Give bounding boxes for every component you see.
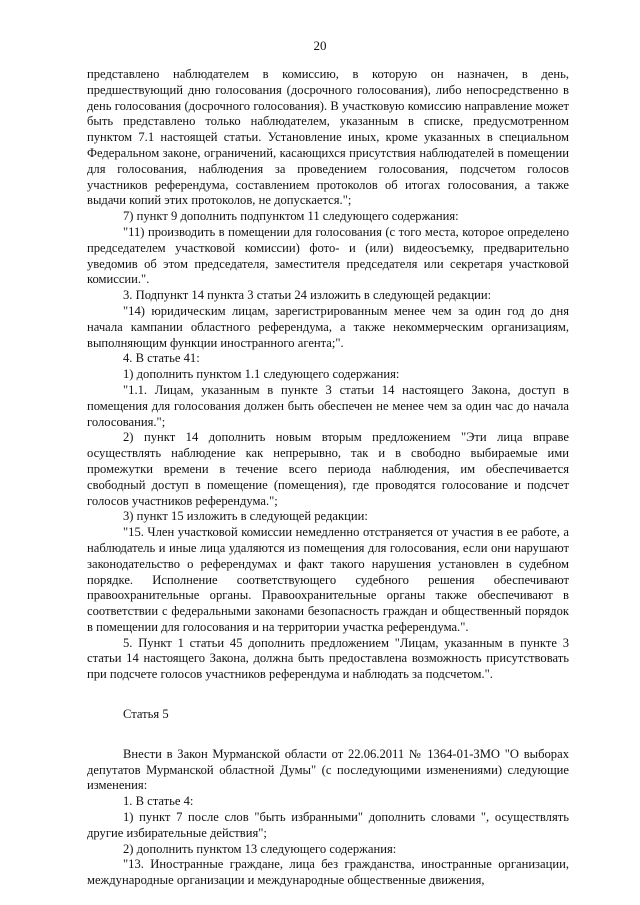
paragraph: "14) юридическим лицам, зарегистрированным менее чем за один год до дня начала кампании областного референдума, а также некоммерческим организациям, выполняющим функции иностранного агента;".: [87, 303, 569, 350]
paragraph: 5. Пункт 1 статьи 45 дополнить предложением "Лицам, указанным в пункте 3 статьи 14 настоящего Закона, должна быть предоставлена возможность присутствовать при подсчете голосов участников референдума и наблюдать за подсчетом.".: [87, 635, 569, 682]
document-body: [87, 67, 569, 889]
page-number: 20: [313, 38, 327, 53]
paragraph: "1.1. Лицам, указанным в пункте 3 статьи 14 настоящего Закона, доступ в помещения для голосования должен быть обеспечен не менее чем за один час до начала голосования.";: [87, 382, 569, 429]
paragraph: "15. Член участковой комиссии немедленно отстраняется от участия в ее работе, а наблюдатель и иные лица удаляются из помещения для голосования, если они нарушают законодательство о референдумах и факт такого нарушения установлен в судебном порядке. Исполнение соответствующего судебного решения обеспечивают правоохранительные органы. Правоохранительные органы также обеспечивают в соответствии с федеральными законами безопасность граждан и общественный порядок в помещении для голосования и на территории участка референдума.".: [87, 525, 569, 634]
article-heading: Статья 5: [123, 707, 169, 722]
paragraph: 7) пункт 9 дополнить подпунктом 11 следующего содержания:: [123, 209, 459, 224]
paragraph: 4. В статье 41:: [123, 351, 200, 366]
spacer: [87, 683, 569, 707]
paragraph: 1) пункт 7 после слов "быть избранными" дополнить словами ", осуществлять другие избирательные действия";: [87, 810, 569, 840]
paragraph: 1. В статье 4:: [123, 794, 194, 809]
spacer: [87, 723, 569, 747]
paragraph: 2) пункт 14 дополнить новым вторым предложением "Эти лица вправе осуществлять наблюдение как непрерывно, так и в свободно выбираемые ими промежутки времени в течение всего периода наблюдения, им обеспечивается свободный доступ в помещение (помещения), где проводятся голосование и подсчет голосов участников референдума.";: [87, 430, 569, 508]
paragraph: представлено наблюдателем в комиссию, в которую он назначен, в день, предшествующий дню голосования (досрочного голосования), либо непосредственно в день голосования (досрочного голосования). В участковую комиссию направление может быть представлено только наблюдателем, указанным в списке, предусмотренном пунктом 7.1 настоящей статьи. Установление иных, кроме указанных в специальном Федеральном законе, ограничений, касающихся присутствия наблюдателей в помещении для голосования, наблюдения за проведением голосования, подсчетом голосов участников референдума, составлением протоколов об итогах голосования, а также выдачи копий этих протоколов, не допускается.";: [87, 67, 569, 208]
paragraph: 3. Подпункт 14 пункта 3 статьи 24 изложить в следующей редакции:: [123, 288, 492, 303]
paragraph: 3) пункт 15 изложить в следующей редакции:: [123, 509, 368, 524]
paragraph: "13. Иностранные граждане, лица без гражданства, иностранные организации, международные организации и международные общественные движения,: [87, 857, 569, 888]
paragraph: 1) дополнить пунктом 1.1 следующего содержания:: [123, 367, 400, 382]
paragraph: "11) производить в помещении для голосования (с того места, которое определено председателем участковой комиссии) фото- и (или) видеосъемку, предварительно уведомив об этом председателя, заместителя председателя или секретаря участковой комиссии.".: [87, 224, 569, 287]
paragraph: Внести в Закон Мурманской области от 22.06.2011 № 1364-01-ЗМО "О выборах депутатов Мурманской областной Думы" (с последующими изменениями) следующие изменения:: [87, 746, 569, 793]
paragraph: 2) дополнить пунктом 13 следующего содержания:: [123, 841, 397, 856]
